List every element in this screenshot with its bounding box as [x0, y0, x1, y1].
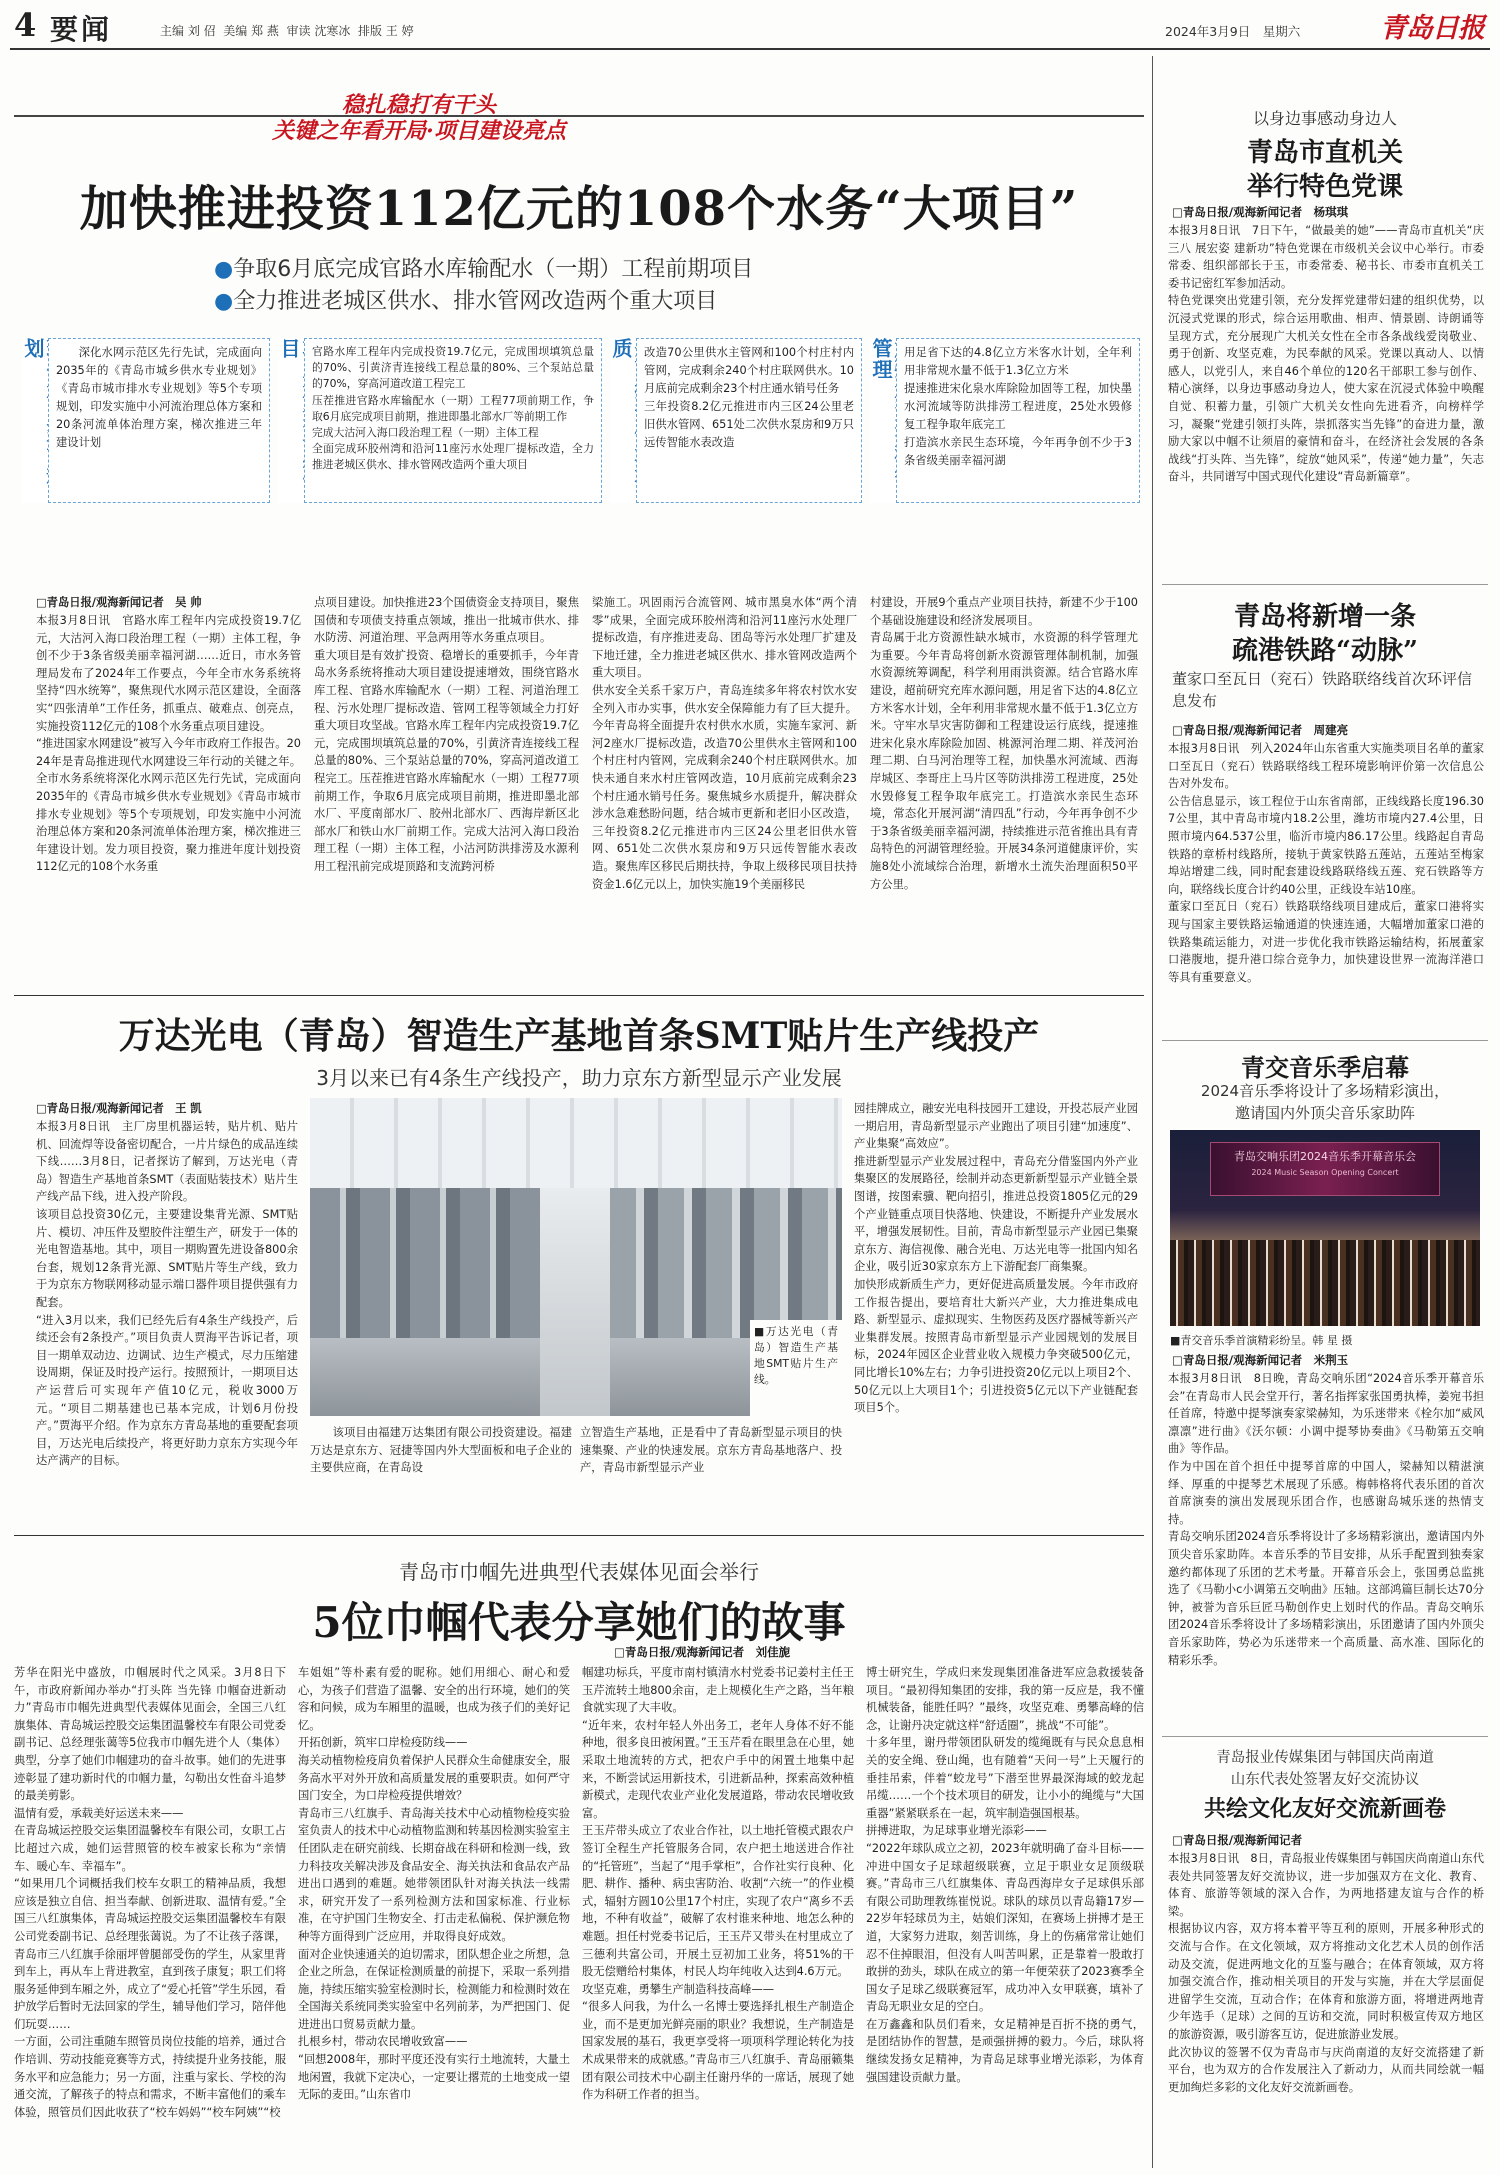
bullet-icon: ●: [214, 257, 234, 282]
women-body-col-4: 博士研究生，学成归来发现集团准备进军应急救援装备项目。“最初得知集团的安排，我的第一反应是，我不懂机械装备，能胜任吗？”最终，攻坚克难、勇攀高峰的信念，让谢丹决定就这样“舒适圈”，挑战“不可能”。 十多年里，谢丹带领团队研发的缆绳既有与民众息息相关的安全绳、登山绳，也有随着“天问一号”上天履行的垂挂吊索，伴着“蛟龙号”下潜至世界最深海域的蛟龙起吊缆……一个个技术项目的研发，让小小的绳缆与“大国重器”紧紧联系在一起，筑牢制造强国根基。 拼搏进取，为足球事业增光添彩—— “2022年球队成立之初，2023年就明确了奋斗目标——冲进中国女子足球超级联赛，立足于职业女足顶级联赛。”青岛市三八红旗集体、青岛西海岸女子足球俱乐部有限公司助理教练崔悦说。球队的球员以青岛籍17岁—22岁年轻球员为主，姑娘们深知，在赛场上拼搏才是王道，大家努力进取，刻苦训练，身上的伤痛常常让她们忍不住掉眼泪，但没有人叫苦叫累，正是靠着一股敢打敢拼的劲头，球队在成立的第一年便荣获了2023赛季全国女子足球乙级联赛冠军，成功冲入女甲联赛，填补了青岛无职业女足的空白。 在万鑫鑫和队员们看来，女足精神是百折不挠的勇气，是团结协作的智慧，是顽强拼搏的毅力。今后，球队将继续发扬女足精神，为青岛足球事业增光添彩，为体育强国建设贡献力量。: [866, 1666, 1144, 2084]
info-box-panel: [14, 330, 1144, 508]
exchange-kicker-2: 山东代表处签署友好交流协议: [1230, 1772, 1420, 1788]
box-heading-resource: 管理: [870, 338, 914, 503]
concert-title: 青交音乐季启幕: [1241, 1053, 1409, 1082]
lead-body-col-2: 点项目建设。加快推进23个国债资金支持项目，聚焦国债和专项债支持重点领域，推出一批城市供水、排水防涝、河道治理、平急两用等水务重点项目。 重大项目是有效扩投资、稳增长的重要抓手，今年青岛水务系统将推动大项目建设提速增效，围绕官路水库工程、官路水库输配水（一期）工程、河道治理工程、污水处理厂提标改造、管网工程等领域全力打好重大项目攻坚战。官路水库工程年内完成投资19.7亿元，完成围坝填筑总量的70%，引黄济青连接线工程总量的80%、三个泵站总量的70%，穿高河道改道工程完工。压茬推进官路水库输配水（一期）工程77项前期工作，争取6月底完成项目前期，推进即墨北部水厂、平度南部水厂、胶州北部水厂、西海岸新区北部水厂和铁山水厂前期工作。完成大沽河入海口段治理工程（一期）主体工程，小沽河防洪排涝及水源利用工程汛前完成堤顶路和支流跨河桥: [314, 596, 579, 873]
lead-subhead-1: ●争取6月底完成官路水库输配水（一期）工程前期项目: [214, 257, 754, 282]
lead-body-col-4: 村建设，开展9个重点产业项目扶持，新建不少于100个基础设施建设和经济发展项目。 青岛属于北方资源性缺水城市，水资源的科学管理尤为重要。今年青岛将创新水资源管理体制机制，加强水资源统筹调配，科学利用雨洪资源。结合官路水库建设，超前研究充库水源问题，用足省下达的4.8亿立方米客水计划，全年利用非常规水量不低于1.3亿立方米。守牢水旱灾害防御和工程建设运行底线，提速推进宋化泉水库除险加固、桃源河治理二期、祥茂河治理二期、白马河治理等工程，加快墨水河流域、西海岸城区、李哥庄上马片区等防洪排涝工程进度，25处水毁修复工程争取年底完工。打造滨水亲民生态环境，常态化开展河湖“清四乱”行动，今年再争创不少于3条省级美丽幸福河湖，持续推进示范省推出具有青岛特色的河湖管理经验。开展34条河道健康评价，实施8处小流域综合治理，新增水土流失治理面积50平方公里。: [870, 596, 1138, 891]
lead-headline: 加快推进投资112亿元的108个水务“大项目”: [79, 181, 1079, 237]
box-text-plan: 深化水网示范区先行先试，完成面向2035年的《青岛市城乡供水专业规划》《青岛市城市排水专业规划》等5个专项规划，印发实施中小河流治理总体方案和20条河流单体治理方案，梯次推进三年建设计划: [56, 346, 262, 449]
photo-machines-right: [610, 1188, 842, 1338]
railway-byline: □青岛日报/观海新闻记者 周建亮: [1172, 723, 1349, 737]
photo-caption: ■万达光电（青岛）智造生产基地SMT贴片生产线。: [754, 1325, 838, 1386]
railway-body: 本报3月8日讯 列入2024年山东省重大实施类项目名单的董家口至瓦日（兖石）铁路联络线工程环境影响评价第一次信息公告对外发布。 公告信息显示，该工程位于山东省南部，正线线路长度196.307公里，其中青岛市境内18.2公里，潍坊市境内27.4公里，日照市境内64.537公里，临沂市境内86.17公里。线路起自青岛铁路的章桥村线路所，接轨于黄家铁路五莲站，五莲站至梅家埠站增建二线，同时配套建设线路联络线五莲、兖石铁路等方向，联络线长度合计约40公里，正线设车站10座。 董家口至瓦日（兖石）铁路联络线项目建成后，董家口港将实现与国家主要铁路运输通道的快速连通，大幅增加董家口港的铁路集疏运能力，对进一步优化我市铁路运输结构，拓展董家口港腹地，提升港口综合竞争力，加快建设世界一流海洋港口等具有重要意义。: [1168, 742, 1484, 984]
photo-machines-left: [310, 1188, 540, 1338]
column-divider: [1152, 56, 1153, 2168]
newspaper-logo: 青岛日报: [1380, 13, 1484, 44]
party-class-title-1: 青岛市直机关: [1246, 138, 1403, 168]
exchange-kicker-1: 青岛报业传媒集团与韩国庆尚南道: [1216, 1750, 1434, 1766]
exchange-byline: □青岛日报/观海新闻记者: [1172, 1833, 1303, 1847]
box-heading-quality: 质: [610, 338, 654, 503]
lead-body-col-3: 梁施工。巩固雨污合流管网、城市黑臭水体“两个清零”成果，全面完成环胶州湾和沿河11座污水处理厂提标改造，有序推进麦岛、团岛等污水处理厂扩建及下地迁建，全力推进老城区供水、排水管网改造两个重大项目。 供水安全关系千家万户，青岛连续多年将农村饮水安全列入市办实事，供水安全保障能力有了巨大提升。今年青岛将全面提升农村供水水质，实施车家河、新河2座水厂提标改造，改造70公里供水主管网和100个村庄村内管网，完成剩余240个村庄联网供水。加快未通自来水村庄管网改造，10月底前完成剩余23个村庄通水销号任务。聚焦城乡水质提升，解决群众涉水急难愁盼问题，结合城市更新和老旧小区改造，三年投资8.2亿元推进市内三区24公里老旧供水管网、651处二次供水泵房和9万只远传智能水表改造。聚焦库区移民后期扶持，争取上级移民项目扶持资金1.6亿元以上，加快实施19个美丽移民: [592, 596, 857, 891]
bullet-icon: ●: [214, 289, 234, 314]
page-header: [0, 0, 1500, 52]
wanda-body-col-2a: 该项目由福建万达集团有限公司投资建设。福建万达是京东方、冠捷等国内外大型面板和电子企业的主要供应商，在青岛设: [310, 1426, 572, 1475]
divider: [1162, 584, 1488, 585]
right-column: [1162, 56, 1488, 2168]
box-heading-plan: 划: [22, 338, 66, 503]
wanda-story: [14, 1000, 1144, 1480]
exchange-body: 本报3月8日讯 8日，青岛报业传媒集团与韩国庆尚南道山东代表处共同签署友好交流协议，进一步加强双方在文化、教育、体育、旅游等领域的深入合作，为两地搭建友谊与合作的桥梁。 根据协议内容，双方将本着平等互利的原则，开展多种形式的交流与合作。在文化领域，双方将推动文化艺术人员的创作活动及交流，促进两地文化的互鉴与融合；在体育领域，双方将加强交流合作，推动相关项目的开发与实施，并在大学层面促进留学生交流，互动合作；在体育和旅游方面，将增进两地青少年选手（足球）之间的互访和交流，同时积极宣传双方地区的旅游资源，吸引游客互访，促进旅游业发展。 此次协议的签署不仅为青岛市与庆尚南道的友好交流搭建了新平台，也为双方的合作发展注入了新动力，从而共同绘就一幅更加绚烂多彩的文化友好交流新画卷。: [1168, 1852, 1484, 2094]
concert-orchestra: [1170, 1240, 1480, 1326]
section-name: 要闻: [50, 13, 113, 46]
party-class-body: 本报3月8日讯 7日下午，“做最美的她”——青岛市直机关“庆三八 展宏姿 建新功”特色党课在市级机关会议中心举行。市委常委、组织部部长于玉，市委常委、秘书长、市委市直机关工委书记密红军参加活动。 特色党课突出党建引领，充分发挥党建带妇建的组织优势，以沉浸式党课的形式，综合运用歌曲、相声、情景剧、诗朗诵等呈现方式，充分展现广大机关女性在全市各条战线爱岗敬业、勇于创新、攻坚克难，为民奉献的风采。党课以真动人、以情感人，以党引人，来自46个单位的120名干部职工参与创作、精心演绎，以身边事感动身边人，使大家在沉浸式体验中唤醒自觉、积蓄力量，引领广大机关女性向先进看齐，向榜样学习，凝聚“党建引领打头阵，崇抓落实当先锋”的奋进力量，激励大家以中帼不让须眉的豪情和奋斗，在经济社会发展的各条战线“打头阵、当先锋”，绽放“她风采”，传递“她力量”，矢志奋斗，共同谱写中国式现代化建设“青岛新篇章”。: [1168, 224, 1484, 484]
concert-byline: □青岛日报/观海新闻记者 米荆玉: [1172, 1353, 1349, 1367]
box-text-quality: 改造70公里供水主管网和100个村庄村内管网，完成剩余240个村庄联网供水。10月底前完成剩余23个村庄通水销号任务 三年投资8.2亿元推进市内三区24公里老旧供水管网、651处二次供水泵房和9万只远传智能水表改造: [644, 346, 854, 449]
masthead-credits: 主编 刘 佋 美编 郑 燕 审读 沈寒冰 排版 王 婷: [160, 24, 414, 38]
divider: [1162, 1040, 1488, 1041]
header-rule: [10, 48, 1490, 50]
concert-stage-light: [1170, 1210, 1480, 1240]
divider: [1162, 1736, 1488, 1737]
party-class-kicker: 以身边事感动身边人: [1252, 109, 1397, 128]
concert-caption: ■青交音乐季首演精彩纷呈。韩 星 摄: [1170, 1334, 1353, 1347]
concert-photo: [1170, 1130, 1480, 1326]
photo-aisle: [540, 1188, 610, 1416]
wanda-body-col-1: 本报3月8日讯 主厂房里机器运转，贴片机、贴片机、回流焊等设备密切配合，一片片绿色的成品连续下线……3月8日，记者探访了解到，万达光电（青岛）智造生产基地首条SMT（表面贴装技术）贴片生产线产品下线，进入投产阶段。 该项目总投资30亿元，主要建设集背光源、SMT贴片、模切、冲压件及塑胶件注塑生产，研发于一体的光电智造基地。其中，项目一期购置先进设备800余台套，规划12条背光源、SMT贴片等生产线，致力于为京东方物联网移动显示端口器件项目提供强有力配套。 “进入3月以来，我们已经先后有4条生产线投产，后续还会有2条投产。”项目负责人贾海平告诉记者，项目一期单双动边、边调试、边生产模式，尽力压缩建设周期，保证及时投产运行。按照预计，一期项目达产运营后可实现年产值10亿元，税收3000万元。“项目二期基建也已基本完成，计划6月份投产。”贾海平介绍。作为京东方青岛基地的重要配套项目，万达光电后续投产，将更好助力京东方实现今年达产满产的目标。: [36, 1120, 298, 1468]
railway-subhead: 董家口至瓦日（兖石）铁路联络线首次环评信息发布: [1172, 670, 1473, 710]
concert-subhead-2: 邀请国内外顶尖音乐家助阵: [1234, 1104, 1415, 1122]
lead-body-col-1: 本报3月8日讯 官路水库工程年内完成投资19.7亿元，大沽河入海口段治理工程（一期）主体工程，争创不少于3条省级美丽幸福河湖……近日，市水务管理局发布了2024年工作要点，今年全市水务系统将坚持“四水统筹”，聚焦现代水网示范区建设，全面落实“四张清单”工作任务，抓重点、破难点、创亮点，实施投资112亿元的108个水务重点项目建设。 “推进国家水网建设”被写入今年市政府工作报告。2024年是青岛推进现代水网建设三年行动的关键之年。全市水务系统将深化水网示范区先行先试，完成面向2035年的《青岛市城乡供水专业规划》《青岛市城市排水专业规划》等5个专项规划，印发实施中小河流治理总体方案和20条河流单体治理方案，梯次推进三年建设计划。发力项目投资，聚力推进年度计划投资112亿元的108个水务重: [36, 614, 301, 874]
divider: [14, 1535, 1144, 1536]
women-story: [14, 1540, 1144, 2170]
railway-title-1: 青岛将新增一条: [1233, 602, 1416, 632]
lead-byline: □青岛日报/观海新闻记者 吴 帅: [36, 596, 202, 609]
wanda-body-col-3: 园挂牌成立，融安光电科技园开工建设，开投芯辰产业园一期启用，青岛新型显示产业跑出了项目引建“加速度”、产业集聚“高效应”。 推进新型显示产业发展过程中，青岛充分借鉴国内外产业集聚区的发展路径，绘制并动态更新新型显示产业链全景图谱，按图索骥、靶向招引，推进总投资1805亿元的29个产业链重点项目快落地、快建设，不断提升产业发展水平，增强发展韧性。目前，青岛市新型显示产业园已集聚京东方、海信视像、融合光电、万达光电等一批国内知名企业，吸引近30家京东方上下游配套厂商集聚。 加快形成新质生产力，更好促进高质量发展。今年市政府工作报告提出，要培育壮大新兴产业，大力推进集成电路、新型显示、虚拟现实、生物医药及医疗器械等新兴产业集群发展。按照青岛市新型显示产业园规划的发展目标，2024年园区企业营业收入规模力争突破500亿元，同比增长10%左右；力争引进投资20亿元以上项目2个、50亿元以上大项目1个；引进投资5亿元以下产业链配套项目5个。: [854, 1102, 1138, 1415]
exchange-title: 共绘文化友好交流新画卷: [1203, 1796, 1446, 1822]
concert-subhead-1: 2024音乐季将设计了多场精彩演出，: [1200, 1082, 1450, 1100]
wanda-headline: 万达光电（青岛）智造生产基地首条SMT贴片生产线投产: [118, 1015, 1040, 1057]
divider: [14, 995, 1144, 996]
concert-screen-sub: 2024 Music Season Opening Concert: [1251, 1168, 1399, 1177]
wanda-byline: □青岛日报/观海新闻记者 王 凯: [36, 1102, 202, 1115]
box-heading-projects: 目: [278, 338, 322, 503]
concert-screen-title: 青岛交响乐团2024音乐季开幕音乐会: [1234, 1150, 1416, 1163]
women-headline: 5位巾帼代表分享她们的故事: [312, 1598, 846, 1647]
women-byline: □青岛日报/观海新闻记者 刘佳旎: [614, 1645, 791, 1659]
box-text-resource: 用足省下达的4.8亿立方米客水计划，全年利用非常规水量不低于1.3亿立方米 提速推进宋化泉水库除险加固等工程，加快墨水河流域等防洪排涝工程进度，25处水毁修复工程争取年底完工 打造滨水亲民生态环境，今年再争创不少于3条省级美丽幸福河湖: [904, 346, 1132, 467]
page-number: 4: [14, 6, 37, 44]
women-kicker: 青岛市巾帼先进典型代表媒体见面会举行: [399, 1560, 759, 1584]
women-body-col-2: 车姐姐”等朴素有爱的昵称。她们用细心、耐心和爱心，为孩子们营造了温馨、安全的出行环境，她们的笑容和问候，成为车厢里的温暖，也成为孩子们的美好记忆。 开拓创新，筑牢口岸检疫防线—— 海关动植物检疫肩负着保护人民群众生命健康安全，服务高水平对外开放和高质量发展的重要职责。如何严守国门安全，为口岸检疫提供增效？ 青岛市三八红旗手、青岛海关技术中心动植物检疫实验室负责人的技术中心动植物监测和转基因检测实验室主任团队走在研究前线、长期奋战在科研和检测一线，致力科技攻关解决涉及食品安全、海关执法和食品农产品进出口遇到的难题。她带领团队针对海关执法一线需求，研究开发了一系列检测方法和国家标准、行业标准，在守护国门生物安全、打击走私偏税、保护濒危物种等方面得到广泛应用，并取得良好成效。 面对企业快速通关的迫切需求，团队想企业之所想，急企业之所急，在保证检测质量的前提下，采取一系列措施，持续压缩实验室检测时长，检测能力和检测时效在全国海关系统同类实验室中名列前茅，为严把国门、促进进出口贸易贡献力量。 扎根乡村，带动农民增收致富—— “回想2008年，那时平度还没有实行土地流转，大量土地闲置，我就下定决心，一定要让撂荒的土地变成一望无际的麦田。”山东省巾: [298, 1666, 570, 2102]
box-text-projects: 官路水库工程年内完成投资19.7亿元，完成围坝填筑总量的70%、引黄济青连接线工程总量的80%、三个泵站总量的70%，穿高河道改道工程完工 压茬推进官路水库输配水（一期）工程77项前期工作，争取6月底完成项目前期，推进即墨北部水厂等前期工作 完成大沽河入海口段治理工程（一期）主体工程 全面完成环胶州湾和沿河11座污水处理厂提标改造，全力推进老城区供水、排水管网改造两个重大项目: [312, 345, 594, 472]
party-class-title-2: 举行特色党课: [1246, 172, 1403, 202]
issue-date: 2024年3月9日 星期六: [1165, 24, 1301, 39]
photo-caption-box: [750, 1320, 842, 1416]
railway-title-2: 疏港铁路“动脉”: [1232, 636, 1418, 666]
kicker-line-1: 稳扎稳打有干头: [341, 92, 496, 118]
kicker-line-2: 关键之年看开局·项目建设亮点: [272, 118, 566, 144]
wanda-body-col-2b: 立智造生产基地，正是看中了青岛新型显示项目的快速集聚、产业的快速发展。京东方青岛基地落户、投产，青岛市新型显示产业: [580, 1426, 842, 1475]
lead-subhead-2: ●全力推进老城区供水、排水管网改造两个重大项目: [214, 289, 718, 314]
photo-ceiling: [310, 1098, 842, 1188]
women-body-col-1: 芳华在阳光中盛放，巾帼展时代之风采。3月8日下午，市政府新闻办举办“打头阵 当先锋 巾帼奋进新动力”青岛市巾帼先进典型代表媒体见面会，全国三八红旗集体、青岛城运控股交运集团温馨校车有限公司党委副书记、总经理张蔼等5位我市巾帼先进个人（集体）典型，分享了她们巾帼建功的奋斗故事。她们的先进事迹彰显了建功新时代的巾帼力量，勾勒出女性奋斗追梦的最美剪影。 温情有爱，承载美好运送未来—— 在青岛城运控股交运集团温馨校车有限公司，女职工占比超过六成，她们运营照管的校车被家长称为“亲情车、暖心车、幸福车”。 “如果用几个词概括我们校车女职工的精神品质，我想应该是独立自信、担当奉献、创新进取、温情有爱。”全国三八红旗集体，青岛城运控股交运集团温馨校车有限公司党委副书记、总经理张蔼说。为了不让孩子落课，青岛市三八红旗手徐丽坪曾腿部受伤的学生，从家里背到车上，再从车上背进教室，直到孩子康复；职工们将服务延伸到车厢之外，成立了“爱心托管”学生乐园，看护放学后暂时无法回家的学生，辅导他们学习，陪伴他们玩耍…… 一方面，公司注重随车照管员岗位技能的培养，通过合作培训、劳动技能竞赛等方式，持续提升业务技能，服务水平和应急能力；另一方面，注重与家长、学校的沟通交流，了解孩子的特点和需求，不断丰富他们的乘车体验，照管员们因此收获了“校车妈妈”“校车阿姨”“校: [14, 1666, 286, 2119]
lead-story: [14, 60, 1144, 995]
party-class-byline: □青岛日报/观海新闻记者 杨琪琪: [1172, 205, 1349, 219]
concert-body: 本报3月8日讯 8日晚，青岛交响乐团“2024音乐季开幕音乐会”在青岛市人民会堂开行，著名指挥家张国勇执棒，姜宛书担任首席，特邀中提琴演奏家梁赫知，为乐迷带来《栓尔加“威风凛凛”进行曲》《沃尔顿：小调中提琴协奏曲》《马勒第五交响曲》等作品。 作为中国在首个担任中提琴首席的中国人，梁赫知以精湛演绎、厚重的中提琴艺术展现了乐感。梅韩格将代表乐团的首次首席演奏的演出发展现乐团合作，也感谢岛城乐迷的热情支持。 青岛交响乐团2024音乐季将设计了多场精彩演出，邀请国内外顶尖音乐家助阵。本音乐季的节目安排，从乐手配置到独奏家邀约都体现了乐团的艺术考量。开幕音乐会上，张国勇总监挑选了《马勒小c小调第五交响曲》压轴。这部鸿篇巨制长达70分钟，被誉为音乐巨匠马勒创作史上划时代的作品。青岛交响乐团2024音乐季将设计了多场精彩演出，乐团邀请了国内外顶尖音乐家助阵，势必为乐迷带来一个高质量、高水准、国际化的精彩乐季。: [1168, 1372, 1484, 1667]
women-body-col-3: 帼建功标兵，平度市南村镇清水村党委书记姜村主任王玉芹流转土地800余亩，走上规模化生产之路，当年粮食就实现了大丰收。 “近年来，农村年轻人外出务工，老年人身体不好不能种地，很多良田被闲置。”王玉芹看在眼里急在心里，她采取土地流转的方式，把农户手中的闲置土地集中起来，不断尝试运用新技术，引进新品种，探索高效种植新模式，走现代农业产业化发展道路，带动农民增收致富。 王玉芹带头成立了农业合作社，以土地托管模式跟农户签订全程生产托管服务合同，农户把土地送进合作社的“托管班”，当起了“甩手掌柜”，合作社实行良种、化肥、耕作、播种、病虫害防治、收割“六统一”的作业模式，辐射方圆10公里17个村庄，实现了农户“离乡不丢地，不种有收益”，破解了农村谁来种地、地怎么种的难题。担任村党委书记后，王玉芹又带头在村里成立了三德利共富公司，开展土豆初加工业务，将51%的干股无偿赠给村集体，村民人均年纯收入达到4.6万元。 攻坚克难，勇攀生产制造科技高峰—— “很多人问我，为什么一名博士要选择扎根生产制造企业，而不是更加光鲜亮丽的职业？我想说，生产制造是国家发展的基石，我更享受将一项项科学理论转化为技术成果带来的成就感。”青岛市三八红旗手、青岛丽籁集团有限公司技术中心副主任谢丹华的一席话，展现了她作为科研工作者的担当。: [582, 1666, 854, 2102]
wanda-subhead: 3月以来已有4条生产线投产，助力京东方新型显示产业发展: [316, 1066, 842, 1090]
